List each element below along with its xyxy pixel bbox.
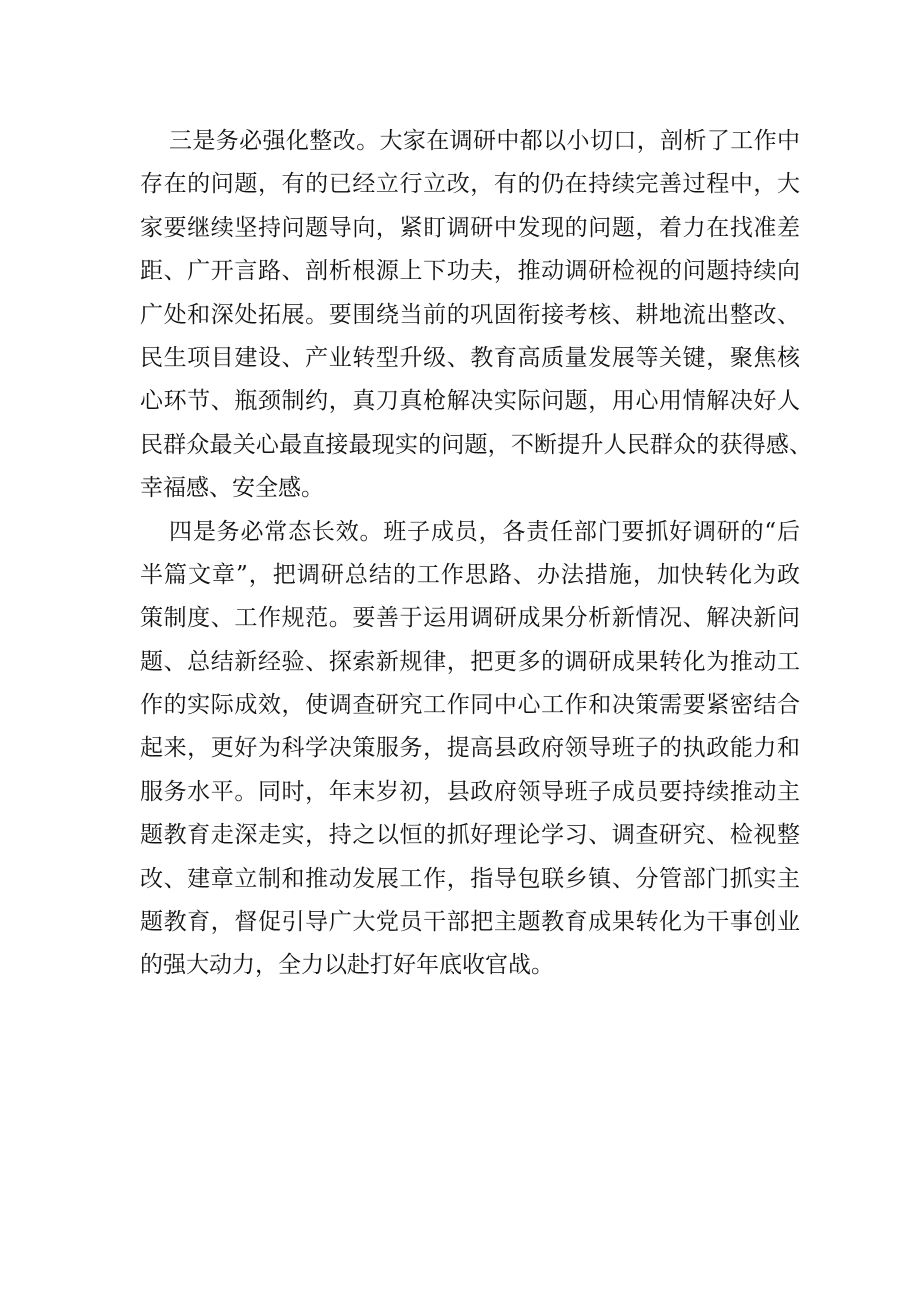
- text-line: 家要继续坚持问题导向，紧盯调研中发现的问题，着力在找准差: [140, 214, 800, 241]
- text-line: 改、建章立制和推动发展工作，指导包联乡镇、分管部门抓实主: [140, 865, 800, 892]
- text-line: 广处和深处拓展。要围绕当前的巩固衔接考核、耕地流出整改、: [140, 301, 800, 328]
- text-line: 民生项目建设、产业转型升级、教育高质量发展等关键，聚焦核: [140, 344, 800, 371]
- document-body: [140, 120, 812, 988]
- text-line: 四是务必常态长效。班子成员，各责任部门要抓好调研的“后: [169, 518, 800, 545]
- text-line: 距、广开言路、剖析根源上下功夫，推动调研检视的问题持续向: [140, 258, 800, 285]
- text-line: 作的实际成效，使调查研究工作同中心工作和决策需要紧密结合: [140, 692, 800, 719]
- text-line: 起来，更好为科学决策服务，提高县政府领导班子的执政能力和: [140, 735, 800, 762]
- text-line: 民群众最关心最直接最现实的问题，不断提升人民群众的获得感、: [140, 431, 812, 458]
- text-line: 题教育，督促引导广大党员干部把主题教育成果转化为干事创业: [140, 909, 800, 936]
- text-line: 心环节、瓶颈制约，真刀真枪解决实际问题，用心用情解决好人: [140, 388, 800, 415]
- text-line: 策制度、工作规范。要善于运用调研成果分析新情况、解决新问: [140, 605, 800, 632]
- paragraph-rectification: [140, 120, 812, 511]
- text-line: 题、总结新经验、探索新规律，把更多的调研成果转化为推动工: [140, 648, 800, 675]
- text-line: 幸福感、安全感。: [140, 475, 324, 502]
- text-line: 三是务必强化整改。大家在调研中都以小切口，剖析了工作中: [169, 128, 800, 154]
- text-line: 题教育走深走实，持之以恒的抓好理论学习、调查研究、检视整: [140, 822, 800, 849]
- text-line: 存在的问题，有的已经立行立改，有的仍在持续完善过程中，大: [140, 171, 800, 198]
- text-line: 半篇文章”，把调研总结的工作思路、办法措施，加快转化为政: [140, 561, 800, 588]
- paragraph-long-term: [140, 511, 800, 988]
- text-line: 服务水平。同时，年末岁初，县政府领导班子成员要持续推动主: [140, 778, 800, 805]
- text-line: 的强大动力，全力以赴打好年底收官战。: [140, 952, 554, 979]
